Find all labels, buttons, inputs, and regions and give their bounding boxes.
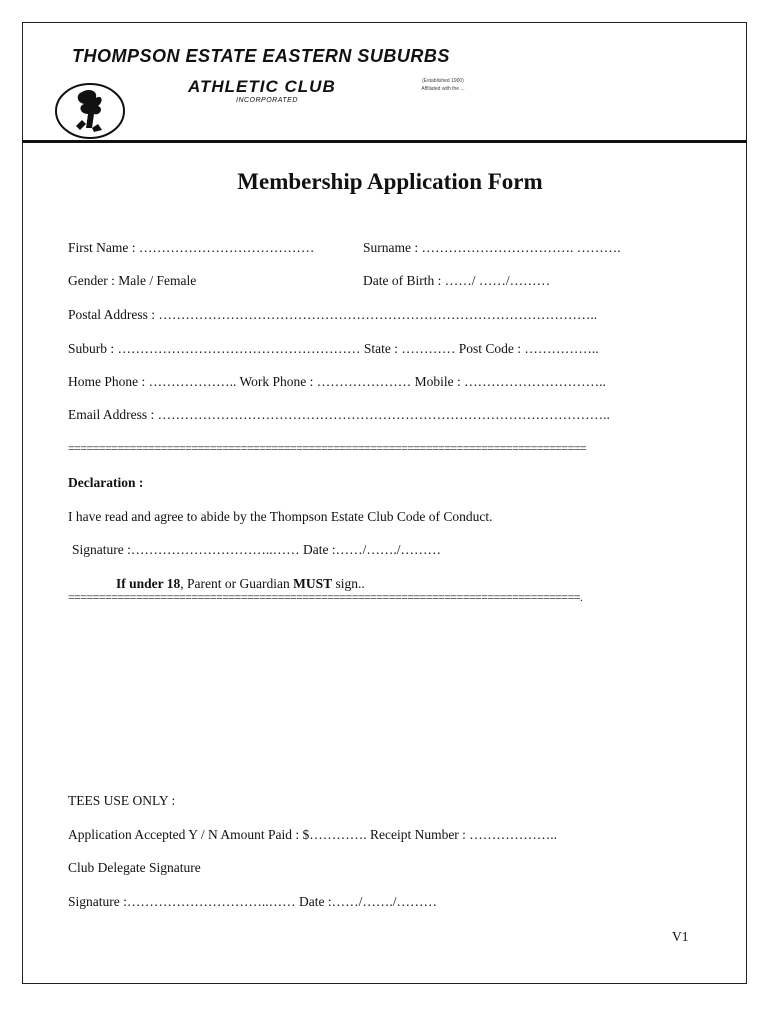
club-note-line-2: Affiliated with the ... [421,86,465,92]
separator-line: ==================================================================================== [68,441,587,455]
first-name-field[interactable]: First Name : ………………………………… [68,240,315,255]
gender-field[interactable]: Gender : Male / Female [68,273,197,288]
under-18-label: If under 18 [116,576,181,591]
form-title: Membership Application Form [237,169,543,194]
club-affiliation-note [398,77,488,93]
header-divider [22,140,747,143]
version-label: V1 [672,929,689,944]
email-address-field[interactable]: Email Address : ……………………………………………………………………………………….. [68,407,610,422]
office-application-field[interactable]: Application Accepted Y / N Amount Paid : $…………. Receipt Number : ……………….. [68,827,558,842]
surname-field[interactable]: Surname : ……………………………. ………. [363,240,621,255]
club-incorporated: INCORPORATED [236,97,298,104]
declaration-text: I have read and agree to abide by the Thompson Estate Club Code of Conduct. [68,509,493,524]
club-delegate-label: Club Delegate Signature [68,860,201,875]
phone-numbers-field[interactable]: Home Phone : ……………….. Work Phone : ………………… Mobile : ………………………….. [68,374,606,389]
club-note-line-1: (Established 1900) [422,78,464,84]
office-use-heading: TEES USE ONLY : [68,793,176,808]
separator-line: ===================================================================================. [68,590,583,604]
under-18-text: , Parent or Guardian [180,576,294,591]
suburb-state-postcode-field[interactable]: Suburb : ……………………………………………… State : ………… Post Code : …………….. [68,341,599,356]
declaration-heading: Declaration : [68,475,144,490]
postal-address-field[interactable]: Postal Address : …………………………………………………………………………………….. [68,307,598,322]
declaration-signature-field[interactable]: Signature :…………………………..…… Date :……/……./……… [72,542,441,557]
under-18-end: sign.. [332,576,365,591]
club-subtitle: ATHLETIC CLUB [188,77,336,96]
must-label: MUST [293,576,333,591]
date-of-birth-field[interactable]: Date of Birth : ……/ ……/……… [363,273,551,288]
club-logo [52,80,128,140]
club-name: THOMPSON ESTATE EASTERN SUBURBS [72,46,450,66]
office-signature-field[interactable]: Signature :…………………………..…… Date :……/……./……… [68,894,437,909]
